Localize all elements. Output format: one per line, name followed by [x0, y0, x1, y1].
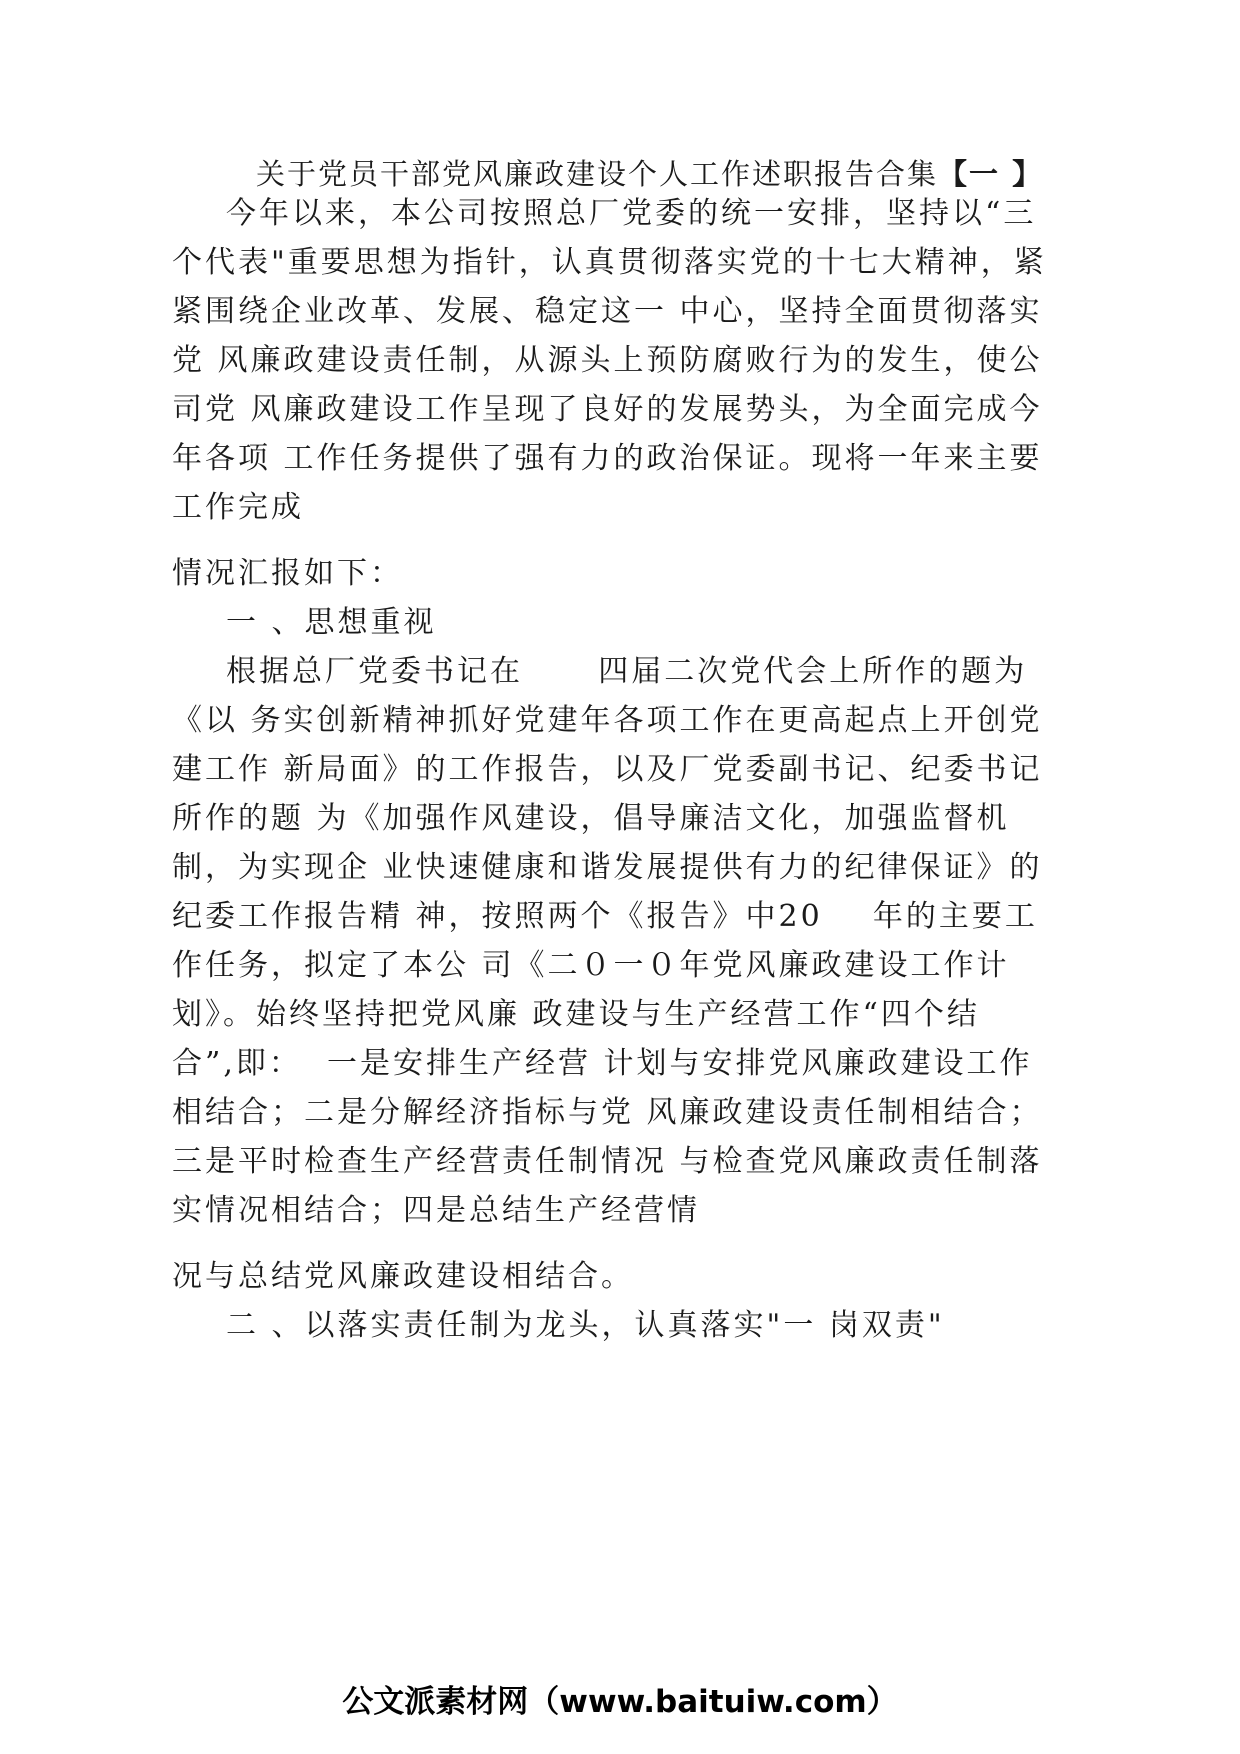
body-line: 根据总厂党委书记在 四届二次党代会上所作的题为 — [226, 654, 1028, 689]
section-heading: 二 、以落实责任制为龙头，认真落实"一 岗双责" — [226, 1308, 945, 1343]
body-line: 《以 务实创新精神抓好党建年各项工作在更高起点上开创党 — [172, 703, 1043, 738]
body-line: 相结合；二是分解经济指标与党 风廉政建设责任制相结合； — [172, 1095, 1043, 1130]
body-line: 情况汇报如下： — [172, 556, 403, 591]
document-title — [256, 152, 1043, 193]
body-line: 今年以来，本公司按照总厂党委的统一安排，坚持以“三 — [226, 196, 1037, 231]
body-line: 党 风廉政建设责任制，从源头上预防腐败行为的发生，使公 — [172, 343, 1043, 378]
body-line: 三是平时检查生产经营责任制情况 与检查党风廉政责任制落 — [172, 1144, 1043, 1179]
body-line: 纪委工作报告精 神，按照两个《报告》中20 年的主要工 — [172, 899, 1038, 934]
section-heading: 一 、思想重视 — [226, 605, 437, 640]
body-line: 工作完成 — [172, 490, 304, 525]
body-line: 紧围绕企业改革、发展、稳定这一 中心，坚持全面贯彻落实 — [172, 294, 1043, 329]
body-line: 制，为实现企 业快速健康和谐发展提供有力的纪律保证》的 — [172, 850, 1043, 885]
footer-watermark-link[interactable]: 公文派素材网（www.baituiw.com） — [342, 1684, 898, 1720]
title-bracket: 【一 】 — [938, 157, 1044, 191]
body-line: 建工作 新局面》的工作报告，以及厂党委副书记、纪委书记 — [172, 752, 1043, 787]
body-line: 划》。始终坚持把党风廉 政建设与生产经营工作“四个结 — [172, 997, 980, 1032]
body-line: 个代表"重要思想为指针，认真贯彻落实党的十七大精神，紧 — [172, 245, 1047, 280]
body-line: 合”,即： 一是安排生产经营 计划与安排党风廉政建设工作 — [172, 1046, 1033, 1081]
body-line: 况与总结党风廉政建设相结合。 — [172, 1259, 634, 1294]
body-line: 实情况相结合；四是总结生产经营情 — [172, 1193, 700, 1228]
body-line: 司党 风廉政建设工作呈现了良好的发展势头，为全面完成今 — [172, 392, 1043, 427]
body-line: 年各项 工作任务提供了强有力的政治保证。现将一年来主要 — [172, 441, 1043, 476]
body-line: 作任务，拟定了本公 司《二０一０年党风廉政建设工作计 — [172, 948, 1010, 983]
body-line: 所作的题 为《加强作风建设，倡导廉洁文化，加强监督机 — [172, 801, 1010, 836]
title-main: 关于党员干部党风廉政建设个人工作述职报告合集 — [256, 157, 939, 191]
